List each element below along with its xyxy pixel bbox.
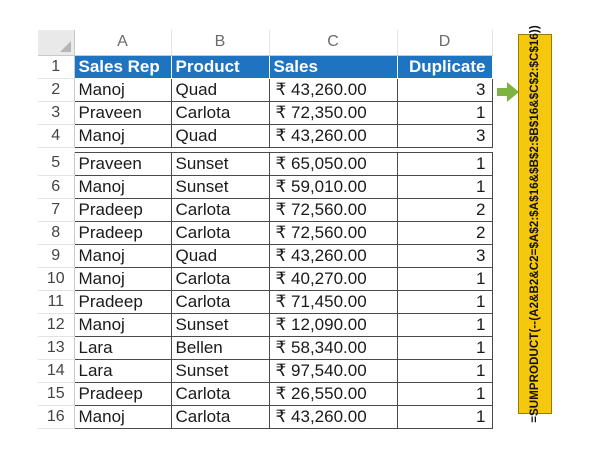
cell-sales[interactable]: ₹ 65,050.00 <box>269 152 397 175</box>
spreadsheet <box>38 30 493 429</box>
row-header[interactable]: 7 <box>38 198 74 221</box>
column-header-b[interactable]: B <box>171 30 269 55</box>
data-table <box>38 30 493 429</box>
row-header[interactable]: 15 <box>38 382 74 405</box>
table-row <box>38 78 492 101</box>
cell-sales[interactable]: ₹ 59,010.00 <box>269 175 397 198</box>
cell-product[interactable]: Carlota <box>171 221 269 244</box>
header-cell-sales-rep[interactable]: Sales Rep <box>74 55 171 78</box>
cell-sales-rep[interactable]: Manoj <box>74 124 171 147</box>
row-header[interactable]: 12 <box>38 313 74 336</box>
row-header[interactable]: 2 <box>38 78 74 101</box>
table-body <box>38 78 492 428</box>
cell-sales-rep[interactable]: Praveen <box>74 101 171 124</box>
cell-sales[interactable]: ₹ 58,340.00 <box>269 336 397 359</box>
column-header-c[interactable]: C <box>269 30 397 55</box>
cell-duplicate[interactable]: 1 <box>397 382 492 405</box>
cell-duplicate[interactable]: 2 <box>397 221 492 244</box>
table-row <box>38 244 492 267</box>
cell-sales-rep[interactable]: Manoj <box>74 267 171 290</box>
cell-product[interactable]: Carlota <box>171 382 269 405</box>
cell-sales[interactable]: ₹ 72,560.00 <box>269 198 397 221</box>
select-all-corner[interactable] <box>38 30 74 55</box>
cell-duplicate[interactable]: 1 <box>397 359 492 382</box>
row-header[interactable]: 4 <box>38 124 74 147</box>
table-row <box>38 267 492 290</box>
cell-sales-rep[interactable]: Manoj <box>74 78 171 101</box>
cell-sales-rep[interactable]: Praveen <box>74 152 171 175</box>
cell-sales[interactable]: ₹ 43,260.00 <box>269 124 397 147</box>
cell-duplicate[interactable]: 1 <box>397 290 492 313</box>
row-header[interactable]: 9 <box>38 244 74 267</box>
cell-product[interactable]: Carlota <box>171 405 269 428</box>
cell-sales-rep[interactable]: Manoj <box>74 175 171 198</box>
row-header[interactable]: 5 <box>38 152 74 175</box>
row-header[interactable]: 1 <box>38 55 74 78</box>
cell-sales-rep[interactable]: Manoj <box>74 244 171 267</box>
row-header[interactable]: 13 <box>38 336 74 359</box>
arrow-right-icon <box>497 82 519 102</box>
cell-product[interactable]: Sunset <box>171 175 269 198</box>
cell-product[interactable]: Quad <box>171 78 269 101</box>
table-row <box>38 405 492 428</box>
cell-sales[interactable]: ₹ 43,260.00 <box>269 244 397 267</box>
table-row <box>38 221 492 244</box>
cell-duplicate[interactable]: 3 <box>397 124 492 147</box>
cell-sales-rep[interactable]: Lara <box>74 336 171 359</box>
table-row <box>38 101 492 124</box>
cell-sales-rep[interactable]: Pradeep <box>74 290 171 313</box>
cell-product[interactable]: Quad <box>171 124 269 147</box>
cell-product[interactable]: Sunset <box>171 313 269 336</box>
cell-duplicate[interactable]: 3 <box>397 244 492 267</box>
cell-sales[interactable]: ₹ 12,090.00 <box>269 313 397 336</box>
row-header[interactable]: 3 <box>38 101 74 124</box>
cell-sales-rep[interactable]: Lara <box>74 359 171 382</box>
header-cell-duplicate[interactable]: Duplicate <box>397 55 492 78</box>
cell-sales-rep[interactable]: Manoj <box>74 313 171 336</box>
cell-sales[interactable]: ₹ 97,540.00 <box>269 359 397 382</box>
cell-duplicate[interactable]: 1 <box>397 152 492 175</box>
row-header[interactable]: 14 <box>38 359 74 382</box>
cell-sales[interactable]: ₹ 26,550.00 <box>269 382 397 405</box>
cell-product[interactable]: Carlota <box>171 101 269 124</box>
cell-duplicate[interactable]: 1 <box>397 267 492 290</box>
cell-product[interactable]: Quad <box>171 244 269 267</box>
table-row <box>38 382 492 405</box>
header-cell-product[interactable]: Product <box>171 55 269 78</box>
formula-text: =SUMPRODUCT(--(A2&B2&C2=$A$2:$A$16&$B$2:$B$16&$C$2:$C$16)) <box>529 25 541 423</box>
row-header[interactable]: 10 <box>38 267 74 290</box>
table-row <box>38 124 492 147</box>
formula-callout <box>518 25 552 423</box>
cell-sales[interactable]: ₹ 40,270.00 <box>269 267 397 290</box>
cell-duplicate[interactable]: 1 <box>397 101 492 124</box>
cell-sales-rep[interactable]: Manoj <box>74 405 171 428</box>
row-header[interactable]: 16 <box>38 405 74 428</box>
table-row <box>38 359 492 382</box>
cell-sales[interactable]: ₹ 72,350.00 <box>269 101 397 124</box>
cell-product[interactable]: Carlota <box>171 267 269 290</box>
table-row <box>38 152 492 175</box>
cell-product[interactable]: Bellen <box>171 336 269 359</box>
cell-sales[interactable]: ₹ 43,260.00 <box>269 78 397 101</box>
cell-duplicate[interactable]: 1 <box>397 175 492 198</box>
cell-product[interactable]: Sunset <box>171 359 269 382</box>
cell-sales-rep[interactable]: Pradeep <box>74 198 171 221</box>
cell-sales-rep[interactable]: Pradeep <box>74 382 171 405</box>
cell-duplicate[interactable]: 3 <box>397 78 492 101</box>
table-row <box>38 313 492 336</box>
cell-sales[interactable]: ₹ 72,560.00 <box>269 221 397 244</box>
cell-sales[interactable]: ₹ 43,260.00 <box>269 405 397 428</box>
row-header[interactable]: 6 <box>38 175 74 198</box>
cell-sales[interactable]: ₹ 71,450.00 <box>269 290 397 313</box>
cell-duplicate[interactable]: 1 <box>397 405 492 428</box>
cell-product[interactable]: Carlota <box>171 290 269 313</box>
row-header[interactable]: 8 <box>38 221 74 244</box>
column-header-a[interactable]: A <box>74 30 171 55</box>
cell-duplicate[interactable]: 1 <box>397 336 492 359</box>
cell-product[interactable]: Sunset <box>171 152 269 175</box>
column-header-d[interactable]: D <box>397 30 492 55</box>
table-row <box>38 336 492 359</box>
header-cell-sales[interactable]: Sales <box>269 55 397 78</box>
row-header[interactable]: 11 <box>38 290 74 313</box>
table-row <box>38 198 492 221</box>
cell-duplicate[interactable]: 1 <box>397 313 492 336</box>
cell-product[interactable]: Carlota <box>171 198 269 221</box>
table-row <box>38 290 492 313</box>
cell-sales-rep[interactable]: Pradeep <box>74 221 171 244</box>
table-row <box>38 175 492 198</box>
cell-duplicate[interactable]: 2 <box>397 198 492 221</box>
